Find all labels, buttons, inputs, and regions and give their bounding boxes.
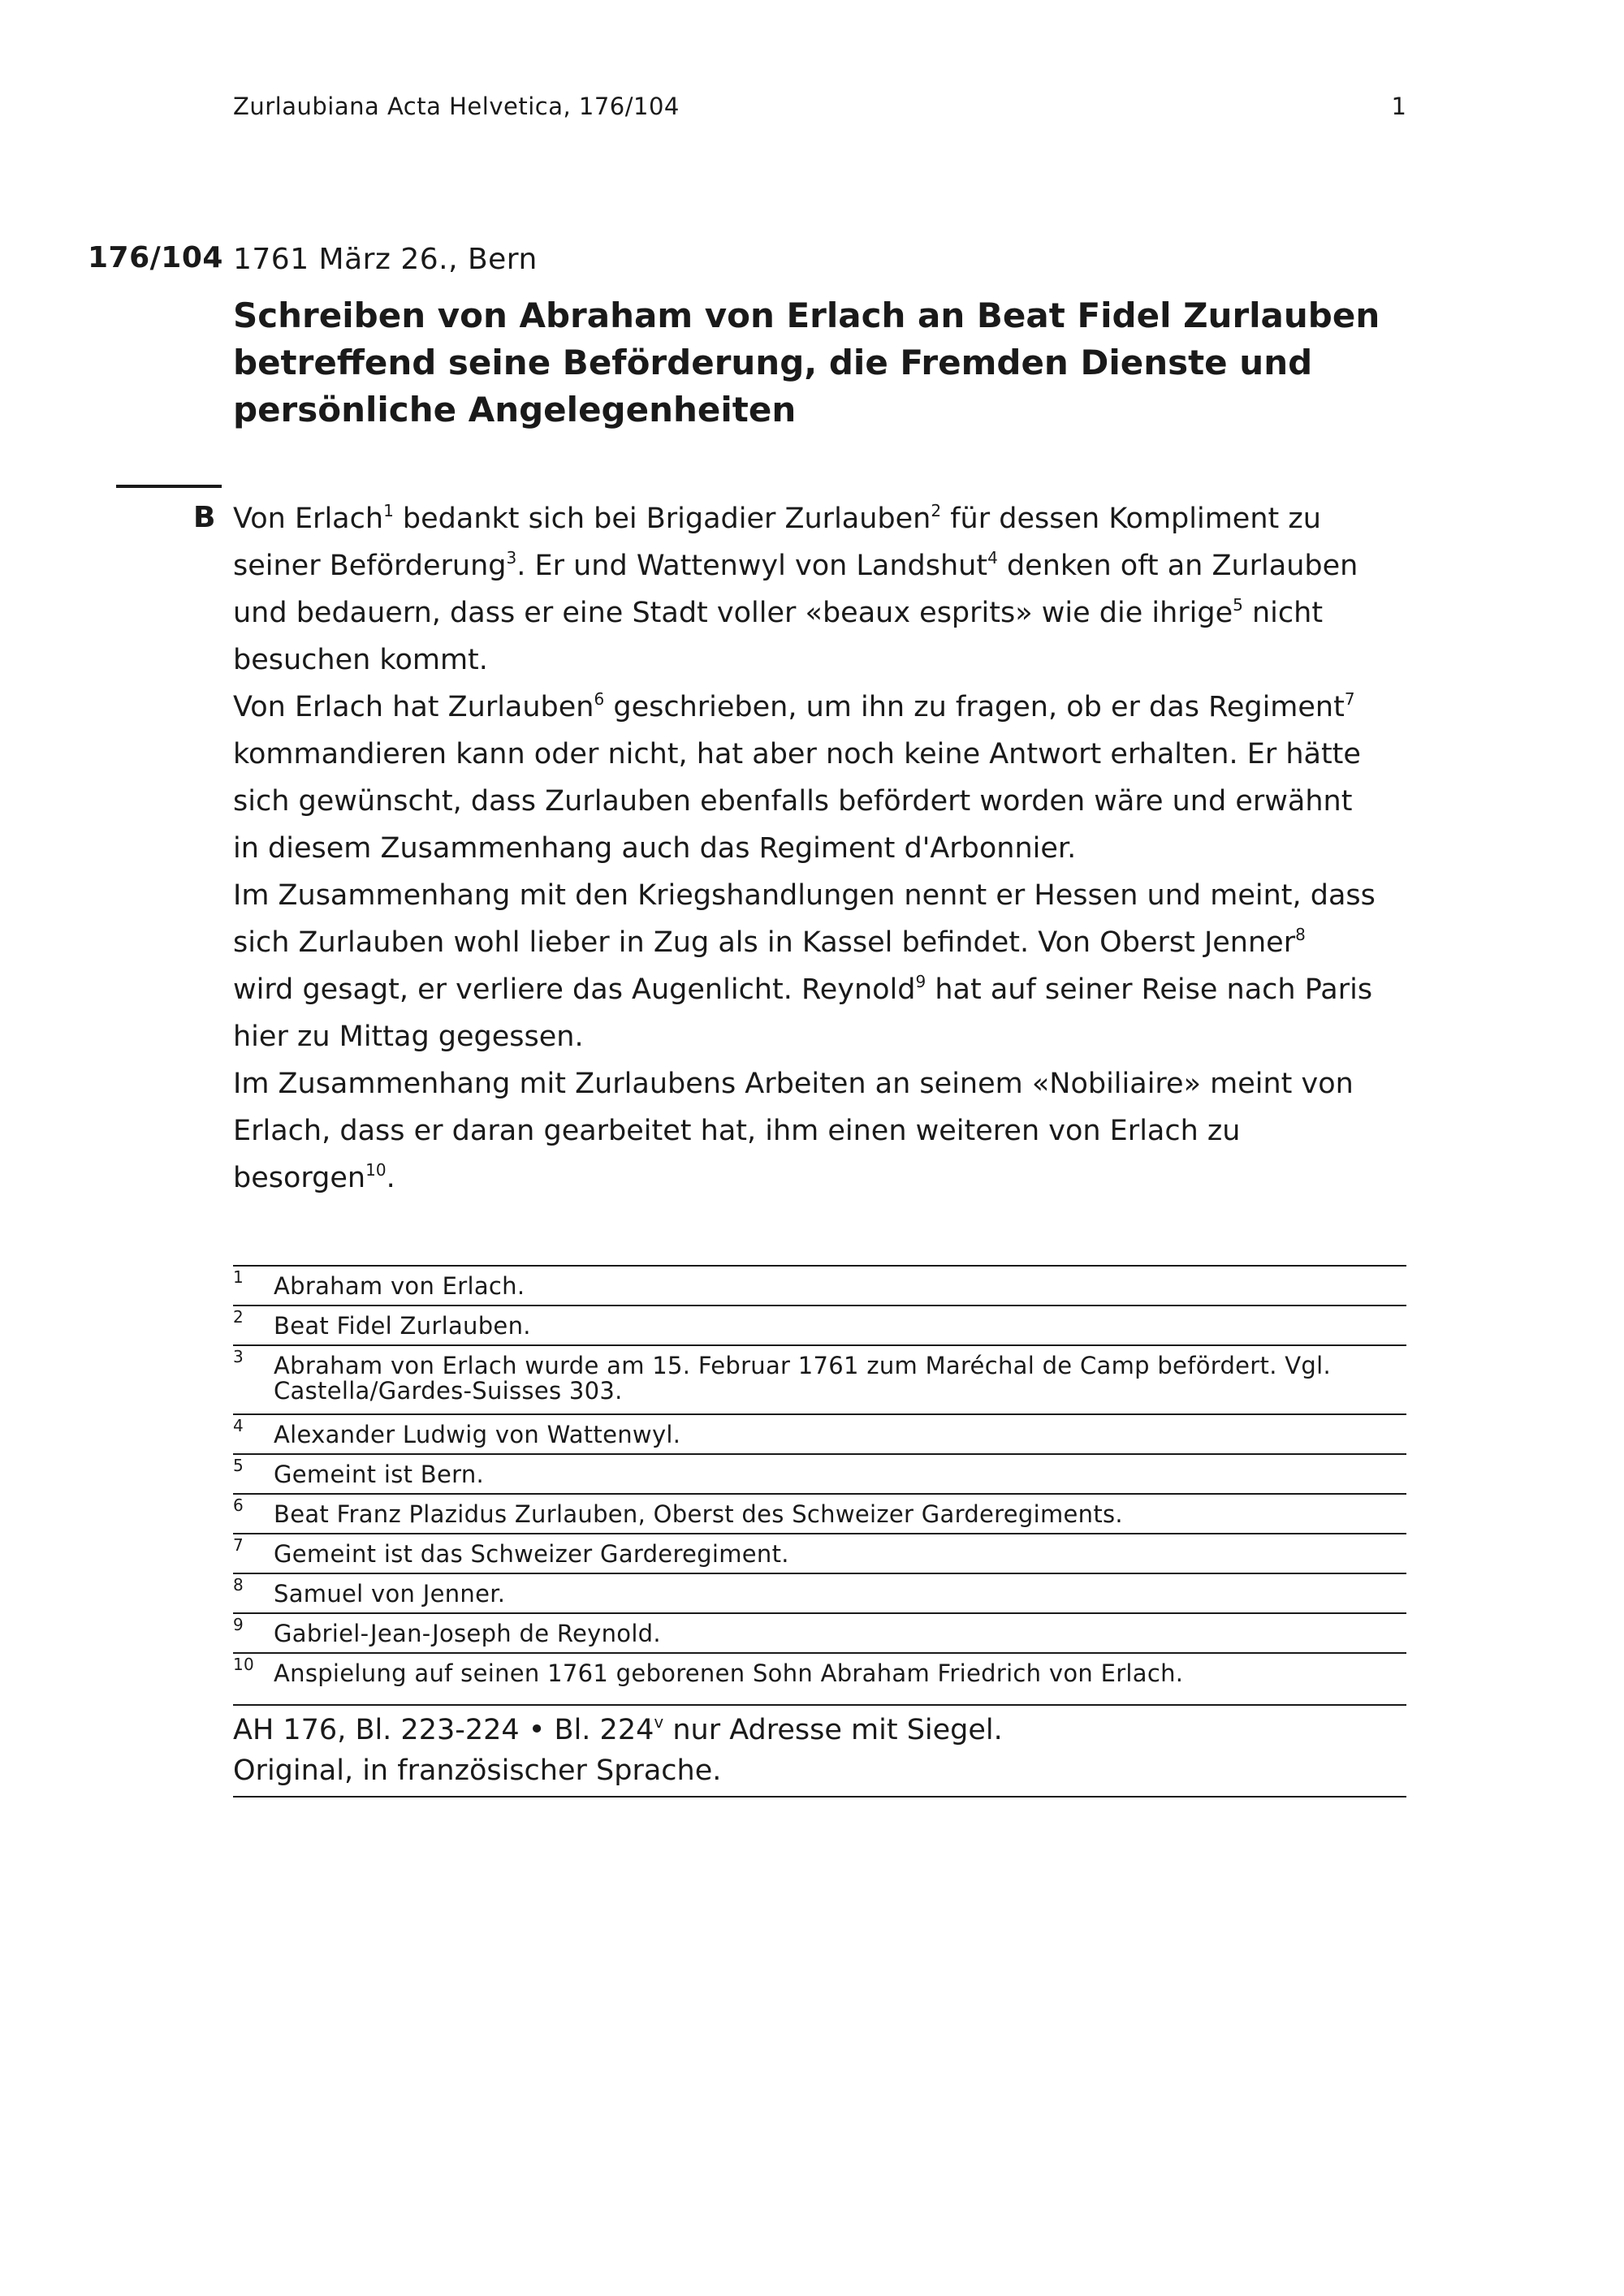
text-line [233,542,1427,589]
entry-title [233,292,1380,434]
entry-number: 176/104 [88,241,223,274]
footnote [233,1573,1406,1612]
text-line [233,495,1427,542]
footnote-number: 4 [233,1416,244,1435]
footnote-number: 5 [233,1456,244,1475]
text-run: in diesem Zusammenhang auch das Regiment d'Arbonnier. [233,832,1077,865]
footnote-number: 9 [233,1615,244,1634]
text-line [233,919,1427,966]
text-run: . [386,1162,395,1194]
footnote-line: Abraham von Erlach wurde am 15. Februar 1761 zum Maréchal de Camp befördert. Vgl. [274,1352,1331,1379]
entry-date-place: 1761 März 26., Bern [233,243,538,276]
text-run: sich gewünscht, dass Zurlauben ebenfalls befördert worden wäre und erwähnt [233,785,1353,818]
text-run: geschrieben, um ihn zu fragen, ob er das Regiment [604,691,1345,723]
text-run: hat auf seiner Reise nach Paris [926,973,1373,1006]
footnote-reference: 4 [987,548,998,568]
title-line: betreffend seine Beförderung, die Fremden Dienste und [233,343,1313,382]
footnote [233,1612,1406,1652]
title-line: Schreiben von Abraham von Erlach an Beat Fidel Zurlauben [233,296,1380,335]
footnotes [233,1265,1406,1694]
text-run: seiner Beförderung [233,550,507,582]
footnote-line: Gemeint ist Bern. [274,1461,485,1488]
text-line [233,872,1427,919]
footnote-text [233,1267,1406,1299]
text-run: Von Erlach hat Zurlauben [233,691,594,723]
footnote [233,1265,1406,1305]
footnote-reference: 2 [931,501,942,520]
text-line [233,1710,1406,1750]
running-header [233,93,1406,133]
footnote-reference: 10 [365,1160,387,1180]
text-line [233,731,1427,778]
footnote-text [233,1455,1406,1487]
text-line [233,1154,1427,1202]
text-run: und bedauern, dass er eine Stadt voller «beaux esprits» wie die ihrige [233,597,1233,629]
footnote-reference: 3 [506,548,517,568]
text-run: Im Zusammenhang mit den Kriegshandlungen nennt er Hessen und meint, dass [233,879,1376,912]
title-line: persönliche Angelegenheiten [233,390,797,429]
footnote-text [233,1654,1406,1686]
footnote [233,1413,1406,1453]
source-block [233,1704,1406,1798]
text-run: hier zu Mittag gegessen. [233,1021,584,1053]
text-line [233,778,1427,825]
footnote [233,1453,1406,1493]
text-line [233,1013,1427,1060]
page-number: 1 [1391,93,1406,120]
text-run: besorgen [233,1162,366,1194]
footnote-line: Beat Fidel Zurlauben. [274,1312,531,1340]
footnote-number: 1 [233,1267,244,1287]
text-line [233,1060,1427,1107]
text-run: Von Erlach [233,503,384,535]
text-run: nur Adresse mit Siegel. [663,1714,1003,1746]
footnote [233,1652,1406,1694]
footnote-reference: v [654,1712,664,1732]
footnote-reference: 7 [1344,689,1355,709]
footnote-reference: 5 [1233,595,1243,615]
text-line [233,1750,1406,1791]
footnote-line: Gabriel-Jean-Joseph de Reynold. [274,1620,661,1647]
footnote [233,1533,1406,1573]
footnote-reference: 6 [594,689,605,709]
text-run: denken oft an Zurlauben [997,550,1358,582]
footnote-number: 8 [233,1575,244,1595]
footnote-line: Gemeint ist das Schweizer Garderegiment. [274,1540,789,1568]
text-run: nicht [1242,597,1324,629]
text-line [233,589,1427,637]
text-run: wird gesagt, er verliere das Augenlicht. Reynold [233,973,916,1006]
footnote-line: Samuel von Jenner. [274,1580,506,1608]
summary-text [233,495,1427,1202]
text-run: Erlach, dass er daran gearbeitet hat, ihm einen weiteren von Erlach zu [233,1115,1241,1147]
footnote-reference: 8 [1295,925,1306,944]
footnote [233,1344,1406,1413]
footnote-text [233,1495,1406,1527]
text-line [233,684,1427,731]
text-run: für dessen Kompliment zu [941,503,1321,535]
footnote-number: 10 [233,1655,255,1674]
footnote-number: 7 [233,1535,244,1555]
footnote-line: Anspielung auf seinen 1761 geborenen Sohn Abraham Friedrich von Erlach. [274,1659,1184,1687]
section-marker: B [193,501,216,534]
text-line [233,1107,1427,1154]
footnote-text [233,1614,1406,1646]
footnote-text [233,1574,1406,1607]
footnote-number: 2 [233,1307,244,1327]
text-run: . Er und Wattenwyl von Landshut [516,550,988,582]
text-line [233,637,1427,684]
text-line [233,966,1427,1013]
text-run: bedankt sich bei Brigadier Zurlauben [393,503,931,535]
footnote-text [233,1415,1406,1448]
footnote-line: Abraham von Erlach. [274,1272,525,1300]
footnote-reference: 1 [383,501,394,520]
text-line [233,825,1427,872]
footnote-number: 6 [233,1495,244,1515]
footnote-line: Alexander Ludwig von Wattenwyl. [274,1421,681,1448]
footnote-text [233,1306,1406,1339]
text-run: AH 176, Bl. 223-224 • Bl. 224 [233,1714,654,1746]
footnote-number: 3 [233,1347,244,1366]
section-divider [116,485,222,488]
footnote [233,1305,1406,1344]
running-title: Zurlaubiana Acta Helvetica, 176/104 [233,93,680,120]
footnote-text [233,1346,1406,1404]
text-run: Original, in französischer Sprache. [233,1754,722,1787]
text-run: sich Zurlauben wohl lieber in Zug als in Kassel befindet. Von Oberst Jenner [233,926,1296,959]
footnote-line: Castella/Gardes-Suisses 303. [274,1377,623,1405]
footnote [233,1493,1406,1533]
footnote-text [233,1534,1406,1567]
footnote-line: Beat Franz Plazidus Zurlauben, Oberst des Schweizer Garderegiments. [274,1500,1123,1528]
text-run: Im Zusammenhang mit Zurlaubens Arbeiten an seinem «Nobiliaire» meint von [233,1068,1354,1100]
text-run: besuchen kommt. [233,644,488,676]
text-run: kommandieren kann oder nicht, hat aber noch keine Antwort erhalten. Er hätte [233,738,1361,770]
footnote-reference: 9 [915,972,926,991]
